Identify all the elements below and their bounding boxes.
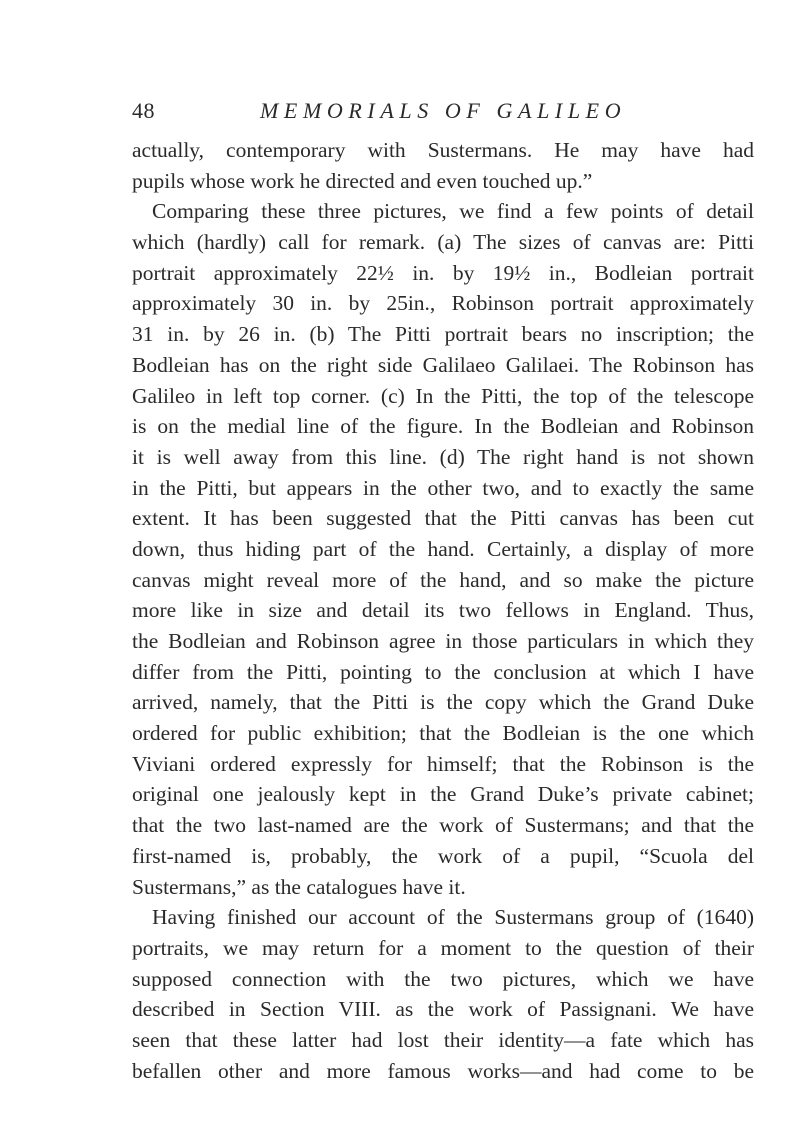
text-line: extent. It has been suggested that the Pitti canvas has been cut [132,506,754,531]
text-line: Comparing these three pictures, we find a few points of detail [152,199,754,224]
text-line: approximately 30 in. by 25in., Robinson portrait approximately [132,291,754,316]
text-line: Sustermans,” as the catalogues have it. [132,874,466,899]
text-line: the Bodleian and Robinson agree in those particulars in which they [132,629,754,653]
text-line: Viviani ordered expressly for himself; that the Robinson is the [132,751,754,776]
paragraph [132,196,754,902]
text-line: arrived, namely, that the Pitti is the copy which the Grand Duke [132,690,754,715]
text-line: original one jealously kept in the Grand Duke’s private cabinet; [132,782,754,807]
text-line: supposed connection with the two pictures, which we have [132,966,754,991]
paragraph [132,135,754,196]
text-line: in the Pitti, but appears in the other two, and to exactly the same [132,475,754,500]
text-line: which (hardly) call for remark. (a) The sizes of canvas are: Pitti [132,230,754,255]
text-line: pupils whose work he directed and even touched up.” [132,168,593,193]
text-line: Galileo in left top corner. (c) In the Pitti, the top of the telescope [132,383,754,408]
text-line: Having finished our account of the Sustermans group of (1640) [152,905,754,930]
text-line: is on the medial line of the figure. In the Bodleian and Robinson [132,414,754,439]
running-head [132,98,754,132]
text-line: seen that these latter had lost their identity—a fate which has [132,1027,754,1052]
text-line: Bodleian has on the right side Galilaeo Galilaei. The Robinson has [132,352,754,377]
text-line: actually, contemporary with Sustermans. He may have had [132,138,754,162]
body-text [132,135,754,1086]
paragraph [132,902,754,1086]
text-line: portrait approximately 22½ in. by 19½ in., Bodleian portrait [132,260,754,285]
text-line: down, thus hiding part of the hand. Certainly, a display of more [132,536,754,561]
text-line: differ from the Pitti, pointing to the conclusion at which I have [132,659,754,684]
text-line: described in Section VIII. as the work of Passignani. We have [132,997,754,1022]
page-number: 48 [132,98,155,123]
running-title: MEMORIALS OF GALILEO [260,98,627,123]
text-line: befallen other and more famous works—and had come to be [132,1058,754,1083]
text-line: first-named is, probably, the work of a pupil, “Scuola del [132,843,754,868]
text-line: portraits, we may return for a moment to the question of their [132,935,754,960]
text-line: more like in size and detail its two fellows in England. Thus, [132,598,754,623]
text-line: 31 in. by 26 in. (b) The Pitti portrait bears no inscription; the [132,322,754,347]
text-line: canvas might reveal more of the hand, and so make the picture [132,567,754,592]
text-line: ordered for public exhibition; that the Bodleian is the one which [132,721,754,746]
text-line: it is well away from this line. (d) The right hand is not shown [132,444,754,469]
text-line: that the two last-named are the work of Sustermans; and that the [132,813,754,838]
